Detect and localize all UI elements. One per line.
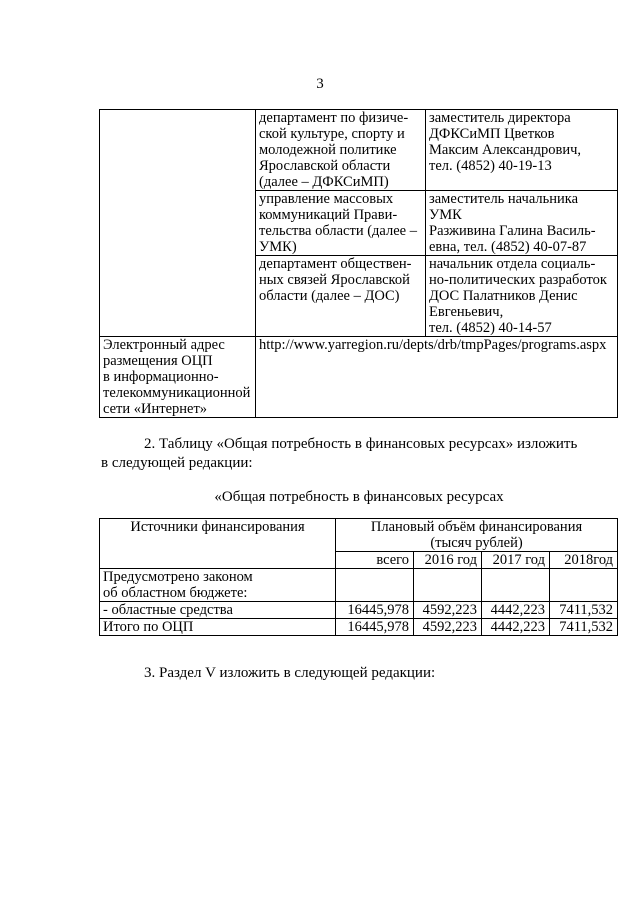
row-label-cell: Предусмотрено законом об областном бюджете: [100,569,336,602]
total-cell [336,569,414,602]
table-row [100,337,618,418]
total-cell: 16445,978 [336,619,414,636]
address-label-cell: Электронный адрес размещения ОЦП в информационно- телекоммуникационной сети «Интернет» [100,337,256,418]
table-row [100,569,618,602]
empty-cell [100,110,256,337]
paragraph-3: 3. Раздел V изложить в следующей редакции: [144,665,436,681]
contact-cell: заместитель начальника УМК Разживина Галина Василь- евна, тел. (4852) 40-07-87 [426,191,618,256]
finance-table-title: «Общая потребность в финансовых ресурсах [214,489,504,505]
table-row [100,110,618,191]
contacts-table [99,109,618,418]
year-2017-cell [482,569,550,602]
paragraph-2-line-2: в следующей редакции: [101,455,253,471]
year-2018-cell: 7411,532 [550,619,618,636]
department-cell: управление массовых коммуникаций Прави- тельства области (далее – УМК) [256,191,426,256]
table-header-row [100,519,618,552]
header-source-cell: Источники финансирования [100,519,336,569]
finance-table [99,518,618,636]
total-cell: 16445,978 [336,602,414,619]
header-volume-cell: Плановый объём финансирования (тысяч рублей) [336,519,618,552]
address-value-cell: http://www.yarregion.ru/depts/drb/tmpPages/programs.aspx [256,337,618,418]
year-2017-cell: 4442,223 [482,619,550,636]
department-cell: департамент обществен- ных связей Ярославской области (далее – ДОС) [256,256,426,337]
contact-cell: начальник отдела социаль- но-политических разработок ДОС Палатников Денис Евгеньевич, тел. (4852) 40-14-57 [426,256,618,337]
row-label-cell: Итого по ОЦП [100,619,336,636]
year-2016-cell: 4592,223 [414,619,482,636]
year-2018-cell [550,569,618,602]
year-2018-cell: 7411,532 [550,602,618,619]
year-2016-cell: 4592,223 [414,602,482,619]
paragraph-2-line-1: 2. Таблицу «Общая потребность в финансовых ресурсах» изложить [144,436,578,452]
paragraph-2 [101,435,616,473]
table-row [100,602,618,619]
contact-cell: заместитель директора ДФКСиМП Цветков Максим Александрович, тел. (4852) 40-19-13 [426,110,618,191]
header-2018-cell: 2018год [550,552,618,569]
page-number: 3 [316,76,324,92]
header-2017-cell: 2017 год [482,552,550,569]
header-total-cell: всего [336,552,414,569]
department-cell: департамент по физиче- ской культуре, спорту и молодежной политике Ярославской области (далее – ДФКСиМП) [256,110,426,191]
year-2017-cell: 4442,223 [482,602,550,619]
year-2016-cell [414,569,482,602]
header-2016-cell: 2016 год [414,552,482,569]
row-label-cell: - областные средства [100,602,336,619]
table-row [100,619,618,636]
